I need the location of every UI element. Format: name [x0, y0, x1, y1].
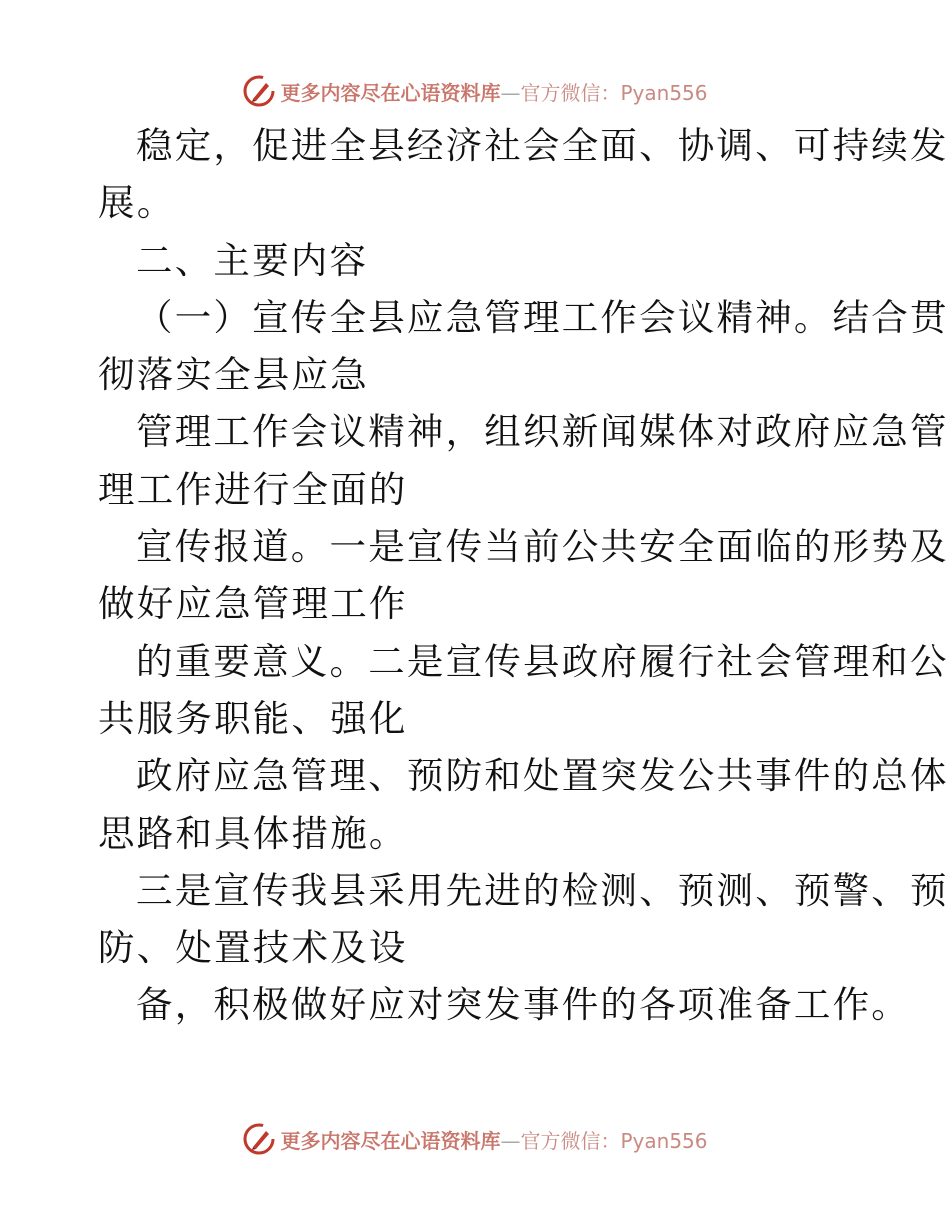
body-line-8: 宣传报道。一是宣传当前公共安全面临的形势及: [136, 525, 949, 569]
footer-watermark-banner: [0, 1119, 950, 1159]
body-line-4: （一）宣传全县应急管理工作会议精神。结合贯: [136, 295, 949, 339]
section-heading-main-content: 二、主要内容: [136, 238, 369, 282]
body-line-12: 政府应急管理、预防和处置突发公共事件的总体: [136, 754, 949, 798]
body-line-14: 三是宣传我县采用先进的检测、预测、预警、预: [136, 868, 949, 912]
body-line-10: 的重要意义。二是宣传县政府履行社会管理和公: [136, 639, 949, 683]
header-watermark-main: 更多内容尽在心语资料库: [280, 80, 501, 105]
footer-watermark-text: [280, 1125, 707, 1154]
body-line-5: 彻落实全县应急: [98, 353, 369, 397]
header-watermark-separator: —: [500, 80, 521, 105]
header-watermark-wechat-label: 官方微信：: [520, 80, 621, 105]
footer-watermark-wechat-label: 官方微信：: [520, 1128, 621, 1153]
footer-watermark-wechat-id: Pyan556: [620, 1128, 708, 1153]
header-watermark-text: [280, 77, 707, 106]
footer-watermark-separator: —: [500, 1128, 521, 1153]
pen-circle-logo-icon: [242, 74, 276, 108]
header-watermark-banner: [0, 71, 950, 111]
body-line-1: 稳定，促进全县经济社会全面、协调、可持续发: [136, 124, 949, 167]
document-body: [98, 117, 949, 1034]
body-line-9: 做好应急管理工作: [98, 582, 408, 626]
body-line-15: 防、处置技术及设: [98, 926, 408, 970]
body-line-7: 理工作进行全面的: [98, 467, 408, 511]
body-line-6: 管理工作会议精神，组织新闻媒体对政府应急管: [136, 410, 949, 454]
pen-circle-logo-icon: [242, 1122, 276, 1156]
body-line-13: 思路和具体措施。: [98, 811, 408, 855]
footer-watermark-main: 更多内容尽在心语资料库: [280, 1128, 501, 1153]
body-line-16: 备，积极做好应对突发事件的各项准备工作。: [136, 983, 910, 1027]
body-line-2: 展。: [98, 181, 176, 225]
body-line-11: 共服务职能、强化: [98, 696, 408, 740]
header-watermark-wechat-id: Pyan556: [620, 80, 708, 105]
